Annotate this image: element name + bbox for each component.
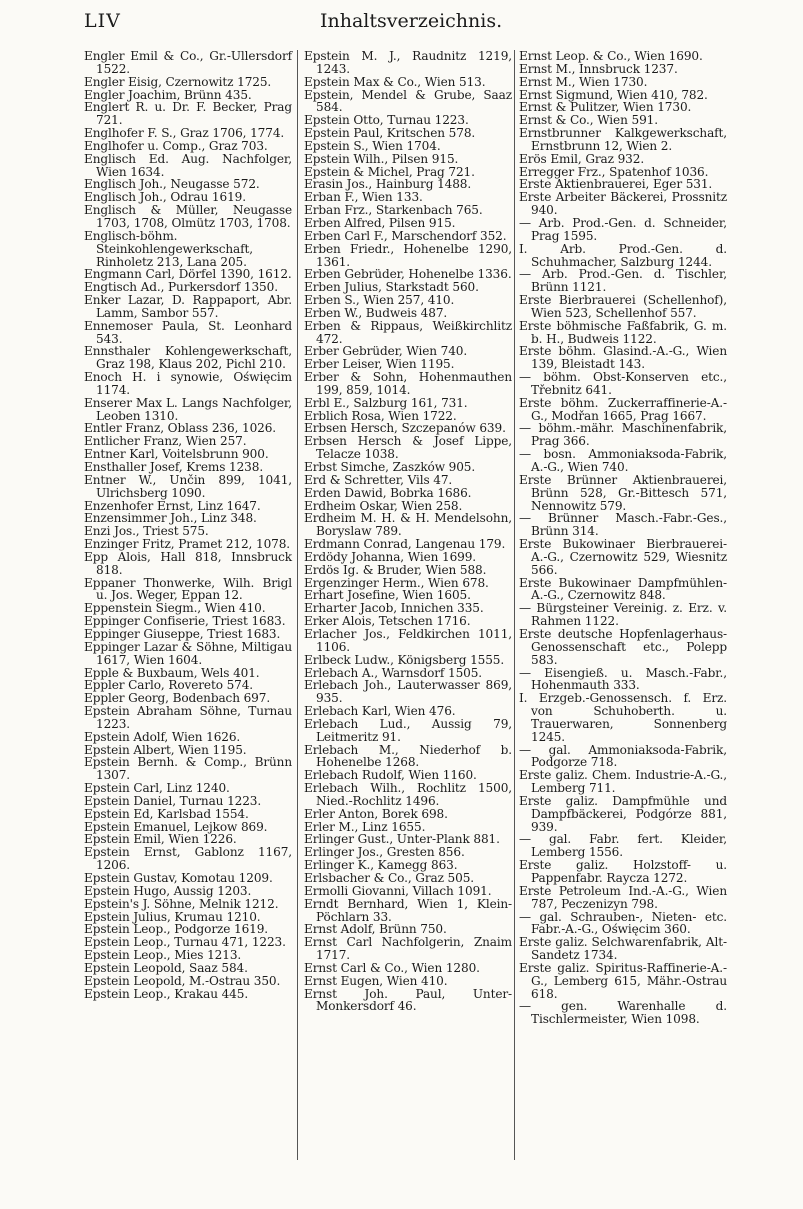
index-entry: Erlebach Karl, Wien 476.	[304, 704, 456, 719]
index-entry: Epstein Leopold, M.-Ostrau 350.	[84, 973, 281, 988]
index-entry: Epstein Albert, Wien 1195.	[84, 742, 247, 757]
index-columns	[84, 49, 727, 1160]
index-entry: Epple & Buxbaum, Wels 401.	[84, 665, 260, 680]
index-entry: Englisch & Müller, Neugasse 1703, 1708, Olmütz 1703, 1708.	[84, 203, 292, 230]
index-entry: Erregger Frz., Spatenhof 1036.	[519, 164, 709, 179]
index-entry: — böhm.-mähr. Maschinenfabrik, Prag 366.	[519, 421, 727, 449]
index-entry: Entler Franz, Oblass 236, 1026.	[84, 421, 277, 436]
index-entry: Ernst & Pulitzer, Wien 1730.	[519, 100, 692, 115]
index-entry: Eppinger Confiserie, Triest 1683.	[84, 614, 286, 629]
index-entry: Engmann Carl, Dörfel 1390, 1612.	[84, 267, 292, 282]
index-entry: Erste deutsche Hopfenlagerhaus-Genossenschaft etc., Polepp 583.	[519, 626, 727, 667]
index-entry: — Arb. Prod.-Gen. d. Schneider, Prag 1595.	[519, 215, 727, 243]
index-column-3	[519, 50, 727, 1160]
index-entry: Erdös Ig. & Bruder, Wien 588.	[304, 562, 487, 577]
index-entry: Erharter Jacob, Innichen 335.	[304, 601, 484, 616]
index-entry: Enker Lazar, D. Rappaport, Abr. Lamm, Sambor 557.	[84, 293, 292, 320]
index-entry: Eppinger Lazar & Söhne, Miltigau 1617, Wien 1604.	[84, 639, 292, 667]
index-entry: Erste Aktienbrauerei, Eger 531.	[519, 177, 713, 192]
index-entry: Erste Brünner Aktienbrauerei, Brünn 528, Gr.-Bittesch 571, Nennowitz 579.	[519, 472, 727, 513]
index-entry: Ernst Carl & Co., Wien 1280.	[304, 960, 480, 975]
index-entry: Erber Leiser, Wien 1195.	[304, 357, 455, 372]
index-entry: Erber & Sohn, Hohenmauthen 199, 859, 1014.	[304, 370, 512, 397]
index-entry: Engtisch Ad., Purkersdorf 1350.	[84, 280, 278, 295]
index-entry: Epstein Wilh., Pilsen 915.	[304, 151, 459, 166]
index-entry: Englhofer u. Comp., Graz 703.	[84, 138, 268, 153]
index-column-2	[304, 50, 512, 1160]
index-entry: Epstein Leop., Krakau 445.	[84, 986, 249, 1001]
index-entry: Erlinger Gust., Unter-Plank 881.	[304, 832, 500, 847]
index-entry: — gal. Ammoniaksoda-Fabrik, Podgorze 718.	[519, 742, 727, 770]
index-entry: Epstein M. J., Raudnitz 1219, 1243.	[304, 49, 512, 76]
index-entry: Erblich Rosa, Wien 1722.	[304, 408, 457, 423]
index-entry: Erlebach Wilh., Rochlitz 1500, Nied.-Rochlitz 1496.	[304, 781, 512, 808]
index-entry: Ernst Joh. Paul, Unter-Monkersdorf 46.	[304, 986, 512, 1014]
index-entry: Erd & Schretter, Vils 47.	[304, 472, 453, 487]
index-entry: Epstein Emil, Wien 1226.	[84, 832, 237, 847]
index-entry: Epstein's J. Söhne, Melnik 1212.	[84, 896, 279, 911]
index-entry: — böhm. Obst-Konserven etc., Třebnitz 641.	[519, 370, 727, 397]
index-entry: Erlebach Joh., Lauterwasser 869, 935.	[304, 678, 512, 706]
index-entry: Erker Alois, Tetschen 1716.	[304, 614, 471, 629]
page-number: LIV	[84, 10, 121, 32]
index-entry: Erste Bukowinaer Dampfmühlen-A.-G., Czernowitz 848.	[519, 575, 727, 603]
index-entry: Erlbeck Ludw., Königsberg 1555.	[304, 652, 505, 667]
index-entry: Engler Emil & Co., Gr.-Ullersdorf 1522.	[84, 49, 292, 76]
index-entry: Englisch Joh., Neugasse 572.	[84, 177, 260, 192]
index-entry: Eppinger Giuseppe, Triest 1683.	[84, 626, 281, 641]
index-entry: Ernst Leop. & Co., Wien 1690.	[519, 49, 703, 63]
index-entry: Ergenzinger Herm., Wien 678.	[304, 575, 489, 590]
index-entry: Erdheim Oskar, Wien 258.	[304, 498, 463, 513]
index-entry: Erben W., Budweis 487.	[304, 305, 448, 320]
index-entry: Erber Gebrüder, Wien 740.	[304, 344, 468, 359]
index-entry: Erben Friedr., Hohenelbe 1290, 1361.	[304, 241, 512, 269]
index-entry: Enzenhofer Ernst, Linz 1647.	[84, 498, 261, 513]
index-entry: Epstein Leop., Turnau 471, 1223.	[84, 935, 286, 950]
index-entry: Erben & Rippaus, Weißkirchlitz 472.	[304, 318, 512, 346]
index-entry: I. Arb. Prod.-Gen. d. Schuhmacher, Salzburg 1244.	[519, 241, 727, 269]
index-entry: Erlsbacher & Co., Graz 505.	[304, 871, 474, 885]
index-entry: Erste böhm. Glasind.-A.-G., Wien 139, Bleistadt 143.	[519, 344, 727, 372]
index-entry: Entner W., Unčin 899, 1041, Ulrichsberg 1090.	[84, 472, 292, 500]
index-entry: Engler Joachim, Brünn 435.	[84, 87, 252, 102]
index-entry: — Brünner Masch.-Fabr.-Ges., Brünn 314.	[519, 511, 727, 539]
index-entry: Ernst M., Innsbruck 1237.	[519, 61, 678, 76]
index-entry: Ernst Adolf, Brünn 750.	[304, 922, 447, 937]
index-entry: Erste Petroleum Ind.-A.-G., Wien 787, Peczenizyn 798.	[519, 883, 727, 911]
index-entry: Enzinger Fritz, Pramet 212, 1078.	[84, 537, 291, 552]
index-entry: Erbsen Hersch & Josef Lippe, Telacze 1038.	[304, 434, 512, 462]
index-entry: Enoch H. i synowie, Oświęcim 1174.	[84, 370, 292, 397]
index-entry: Epstein Bernh. & Comp., Brünn 1307.	[84, 755, 292, 783]
index-entry: Englhofer F. S., Graz 1706, 1774.	[84, 126, 285, 141]
index-entry: Epstein Max & Co., Wien 513.	[304, 74, 486, 89]
index-entry: Epstein Carl, Linz 1240.	[84, 781, 230, 796]
index-entry: Erbst Simche, Zaszków 905.	[304, 460, 476, 474]
index-entry: Ernst Sigmund, Wien 410, 782.	[519, 87, 708, 102]
index-entry: Epstein Ernst, Gablonz 1167, 1206.	[84, 845, 292, 873]
index-entry: Epstein Daniel, Turnau 1223.	[84, 793, 262, 808]
index-entry: — gal. Schrauben-, Nieten- etc. Fabr.-A.-G., Oświęcim 360.	[519, 909, 727, 937]
index-entry: — gen. Warenhalle d. Tischlermeister, Wien 1098.	[519, 999, 727, 1027]
index-entry: Epstein, Mendel & Grube, Saaz 584.	[304, 87, 512, 115]
index-entry: Epstein Leop., Podgorze 1619.	[84, 922, 269, 937]
index-entry: Erste böhm. Zuckerraffinerie-A.-G., Modřan 1665, Prag 1667.	[519, 395, 727, 423]
index-entry: — gal. Fabr. fert. Kleider, Lemberg 1556.	[519, 832, 727, 860]
index-entry: Epstein Adolf, Wien 1626.	[84, 729, 241, 744]
index-entry: Epstein Hugo, Aussig 1203.	[84, 883, 252, 898]
page-header	[84, 8, 696, 38]
index-entry: Erben Alfred, Pilsen 915.	[304, 215, 456, 230]
index-entry: Erhart Josefine, Wien 1605.	[304, 588, 471, 603]
index-entry: Erlacher Jos., Feldkirchen 1011, 1106.	[304, 626, 512, 654]
index-entry: Ensthaller Josef, Krems 1238.	[84, 460, 264, 474]
index-entry: — Bürgsteiner Vereinig. z. Erz. v. Rahmen 1122.	[519, 601, 727, 629]
index-entry: Epstein Gustav, Komotau 1209.	[84, 871, 273, 885]
index-entry: Erdödy Johanna, Wien 1699.	[304, 549, 477, 564]
index-entry: Ennsthaler Kohlengewerkschaft, Graz 198, Klaus 202, Pichl 210.	[84, 344, 292, 372]
index-entry: I. Erzgeb.-Genossensch. f. Erz. von Schuhoberth. u. Trauerwaren, Sonnenberg 1245.	[519, 691, 727, 744]
index-entry: Epstein Leop., Mies 1213.	[84, 948, 242, 963]
index-entry: Enserer Max L. Langs Nachfolger, Leoben 1310.	[84, 395, 292, 423]
index-entry: Erbl E., Salzburg 161, 731.	[304, 395, 468, 410]
index-entry: Eppler Georg, Bodenbach 697.	[84, 691, 271, 706]
index-entry: Epstein Julius, Krumau 1210.	[84, 909, 261, 924]
column-divider	[297, 50, 298, 1160]
index-entry: Erler M., Linz 1655.	[304, 819, 426, 834]
index-entry: Erste galiz. Selchwarenfabrik, Alt-Sandetz 1734.	[519, 935, 727, 963]
index-entry: Enzi Jos., Triest 575.	[84, 524, 209, 539]
index-entry: Erben Carl F., Marschendorf 352.	[304, 228, 507, 243]
index-entry: Erlebach A., Warnsdorf 1505.	[304, 665, 483, 680]
index-entry: Erben Julius, Starkstadt 560.	[304, 280, 479, 295]
index-entry: Enzensimmer Joh., Linz 348.	[84, 511, 257, 526]
index-entry: Erste galiz. Dampfmühle und Dampfbäckerei, Podgórze 881, 939.	[519, 793, 727, 834]
index-entry: Epstein Abraham Söhne, Turnau 1223.	[84, 704, 292, 731]
index-entry: Erste galiz. Chem. Industrie-A.-G., Lemberg 711.	[519, 768, 727, 796]
index-entry: Entlicher Franz, Wien 257.	[84, 434, 247, 449]
index-entry: Epp Alois, Hall 818, Innsbruck 818.	[84, 549, 292, 577]
index-entry: Erdheim M. H. & H. Mendelsohn, Boryslaw 789.	[304, 511, 512, 539]
index-entry: Erden Dawid, Bobrka 1686.	[304, 485, 472, 500]
index-entry: Ernst Eugen, Wien 410.	[304, 973, 448, 988]
index-entry: Erste böhmische Faßfabrik, G. m. b. H., Budweis 1122.	[519, 318, 727, 346]
index-entry: Erler Anton, Borek 698.	[304, 806, 448, 821]
index-entry: Erben S., Wien 257, 410.	[304, 293, 455, 308]
index-entry: Entner Karl, Voitelsbrunn 900.	[84, 447, 269, 462]
index-entry: Ernst Carl Nachfolgerin, Znaim 1717.	[304, 935, 512, 963]
index-entry: Epstein Otto, Turnau 1223.	[304, 113, 469, 128]
index-entry: Erlinger Jos., Gresten 856.	[304, 845, 465, 860]
index-entry: Erban Frz., Starkenbach 765.	[304, 203, 483, 218]
index-entry: Epstein Leopold, Saaz 584.	[84, 960, 248, 975]
page-title: Inhaltsverzeichnis.	[320, 10, 503, 32]
index-entry: Erös Emil, Graz 932.	[519, 151, 645, 166]
index-entry: Ennemoser Paula, St. Leonhard 543.	[84, 318, 292, 346]
index-entry: Ernst M., Wien 1730.	[519, 74, 648, 89]
index-entry: — bosn. Ammoniaksoda-Fabrik, A.-G., Wien 740.	[519, 447, 727, 474]
index-entry: Engler Eisig, Czernowitz 1725.	[84, 74, 272, 89]
index-entry: Englisch-böhm. Steinkohlengewerkschaft, Rinholetz 213, Lana 205.	[84, 228, 253, 269]
column-divider	[514, 50, 515, 1160]
index-entry: Englert R. u. Dr. F. Becker, Prag 721.	[84, 100, 292, 128]
index-entry: Epstein S., Wien 1704.	[304, 138, 441, 153]
index-entry: Eppler Carlo, Rovereto 574.	[84, 678, 254, 693]
index-entry: Erste Bierbrauerei (Schellenhof), Wien 523, Schellenhof 557.	[519, 293, 727, 320]
index-entry: Epstein & Michel, Prag 721.	[304, 164, 475, 179]
index-entry: Englisch Ed. Aug. Nachfolger, Wien 1634.	[84, 151, 292, 179]
index-entry: Erste galiz. Holzstoff- u. Pappenfabr. Raycza 1272.	[519, 858, 727, 885]
index-entry: Erlebach Rudolf, Wien 1160.	[304, 768, 477, 783]
index-entry: Ermolli Giovanni, Villach 1091.	[304, 883, 492, 898]
index-entry: Eppenstein Siegm., Wien 410.	[84, 601, 266, 616]
index-entry: Erdmann Conrad, Langenau 179.	[304, 537, 506, 552]
index-entry: Englisch Joh., Odrau 1619.	[84, 190, 246, 205]
index-entry: Erlebach M., Niederhof b. Hohenelbe 1268.	[304, 742, 512, 770]
index-entry: Erndt Bernhard, Wien 1, Klein-Pöchlarn 33.	[304, 896, 512, 924]
index-entry: Erste galiz. Spiritus-Raffinerie-A.-G., Lemberg 615, Mähr.-Ostrau 618.	[519, 960, 727, 1001]
index-entry: Eppaner Thonwerke, Wilh. Brigl u. Jos. Weger, Eppan 12.	[84, 575, 292, 603]
index-entry: — Arb. Prod.-Gen. d. Tischler, Brünn 1121.	[519, 267, 727, 295]
index-entry: Erlinger K., Kamegg 863.	[304, 858, 458, 873]
index-entry: Epstein Ed, Karlsbad 1554.	[84, 806, 249, 821]
index-entry: — Eisengieß. u. Masch.-Fabr., Hohenmauth 333.	[519, 665, 727, 693]
index-entry: Erlebach Lud., Aussig 79, Leitmeritz 91.	[304, 716, 512, 744]
index-entry: Erben Gebrüder, Hohenelbe 1336.	[304, 267, 512, 282]
index-column-1	[84, 50, 292, 1160]
index-entry: Erban F., Wien 133.	[304, 190, 423, 205]
index-entry: Epstein Emanuel, Lejkow 869.	[84, 819, 268, 834]
index-entry: Erste Arbeiter Bäckerei, Prossnitz 940.	[519, 190, 727, 218]
index-entry: Erbsen Hersch, Szczepanów 639.	[304, 421, 506, 436]
index-entry: Erste Bukowinaer Bierbrauerei-A.-G., Czernowitz 529, Wiesnitz 566.	[519, 537, 727, 577]
index-entry: Erasin Jos., Hainburg 1488.	[304, 177, 472, 192]
index-entry: Ernst & Co., Wien 591.	[519, 113, 658, 128]
index-entry: Epstein Paul, Kritschen 578.	[304, 126, 476, 141]
index-entry: Ernstbrunner Kalkgewerkschaft, Ernstbrunn 12, Wien 2.	[519, 126, 727, 153]
